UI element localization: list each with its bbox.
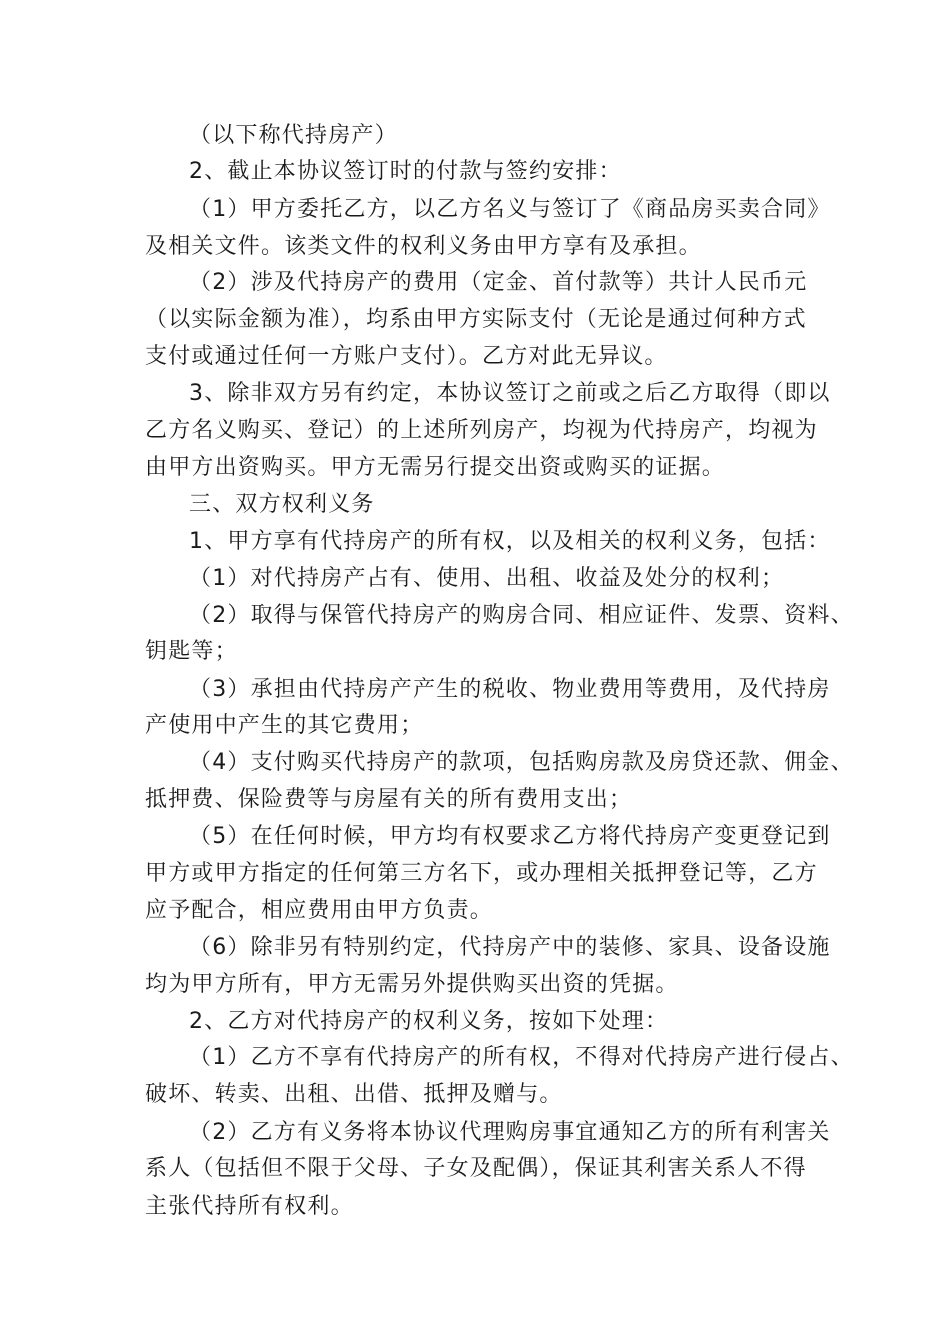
text-line: （4）支付购买代持房产的款项，包括购房款及房贷还款、佣金、	[189, 750, 854, 775]
text-line: 2、乙方对代持房产的权利义务，按如下处理：	[189, 1009, 669, 1034]
text-line: 及相关文件。该类文件的权利义务由甲方享有及承担。	[145, 234, 702, 259]
text-line: （2）乙方有义务将本协议代理购房事宜通知乙方的所有利害关	[189, 1120, 831, 1145]
text-line: 系人（包括但不限于父母、子女及配偶），保证其利害关系人不得	[145, 1156, 807, 1181]
text-line: 主张代持所有权利。	[145, 1194, 354, 1219]
text-line: 抵押费、保险费等与房屋有关的所有费用支出；	[145, 787, 633, 812]
text-line: （以实际金额为准），均系由甲方实际支付（无论是通过何种方式	[145, 307, 807, 332]
text-line: （1）乙方不享有代持房产的所有权，不得对代持房产进行侵占、	[189, 1045, 854, 1070]
text-line: 3、除非双方另有约定，本协议签订之前或之后乙方取得（即以	[189, 381, 831, 406]
text-line: 产使用中产生的其它费用；	[145, 713, 424, 738]
text-line: 破坏、转卖、出租、出借、抵押及赠与。	[145, 1082, 563, 1107]
text-line: 钥匙等；	[145, 639, 238, 664]
text-line: （3）承担由代持房产产生的税收、物业费用等费用，及代持房	[189, 677, 831, 702]
text-line: 2、截止本协议签订时的付款与签约安排：	[189, 159, 622, 184]
text-line: 甲方或甲方指定的任何第三方名下，或办理相关抵押登记等，乙方	[145, 861, 818, 886]
text-line: （2）取得与保管代持房产的购房合同、相应证件、发票、资料、	[189, 603, 854, 628]
text-line: 由甲方出资购买。甲方无需另行提交出资或购买的证据。	[145, 455, 726, 480]
text-line: （6）除非另有特别约定，代持房产中的装修、家具、设备设施	[189, 935, 831, 960]
text-line: 均为甲方所有，甲方无需另外提供购买出资的凭据。	[145, 972, 679, 997]
text-line: 1、甲方享有代持房产的所有权，以及相关的权利义务，包括：	[189, 529, 831, 554]
text-line: （1）对代持房产占有、使用、出租、收益及处分的权利；	[189, 566, 785, 591]
text-line: （以下称代持房产）	[189, 123, 398, 148]
text-line: （2）涉及代持房产的费用（定金、首付款等）共计人民币元	[189, 270, 808, 295]
text-line: （5）在任何时候，甲方均有权要求乙方将代持房产变更登记到	[189, 824, 831, 849]
text-line: 支付或通过任何一方账户支付）。乙方对此无异议。	[145, 344, 668, 369]
text-line: 乙方名义购买、登记）的上述所列房产，均视为代持房产，均视为	[145, 418, 818, 443]
text-line: 应予配合，相应费用由甲方负责。	[145, 898, 494, 923]
section-heading: 三、双方权利义务	[189, 492, 375, 517]
text-line: （1）甲方委托乙方，以乙方名义与签订了《商品房买卖合同》	[189, 197, 831, 222]
